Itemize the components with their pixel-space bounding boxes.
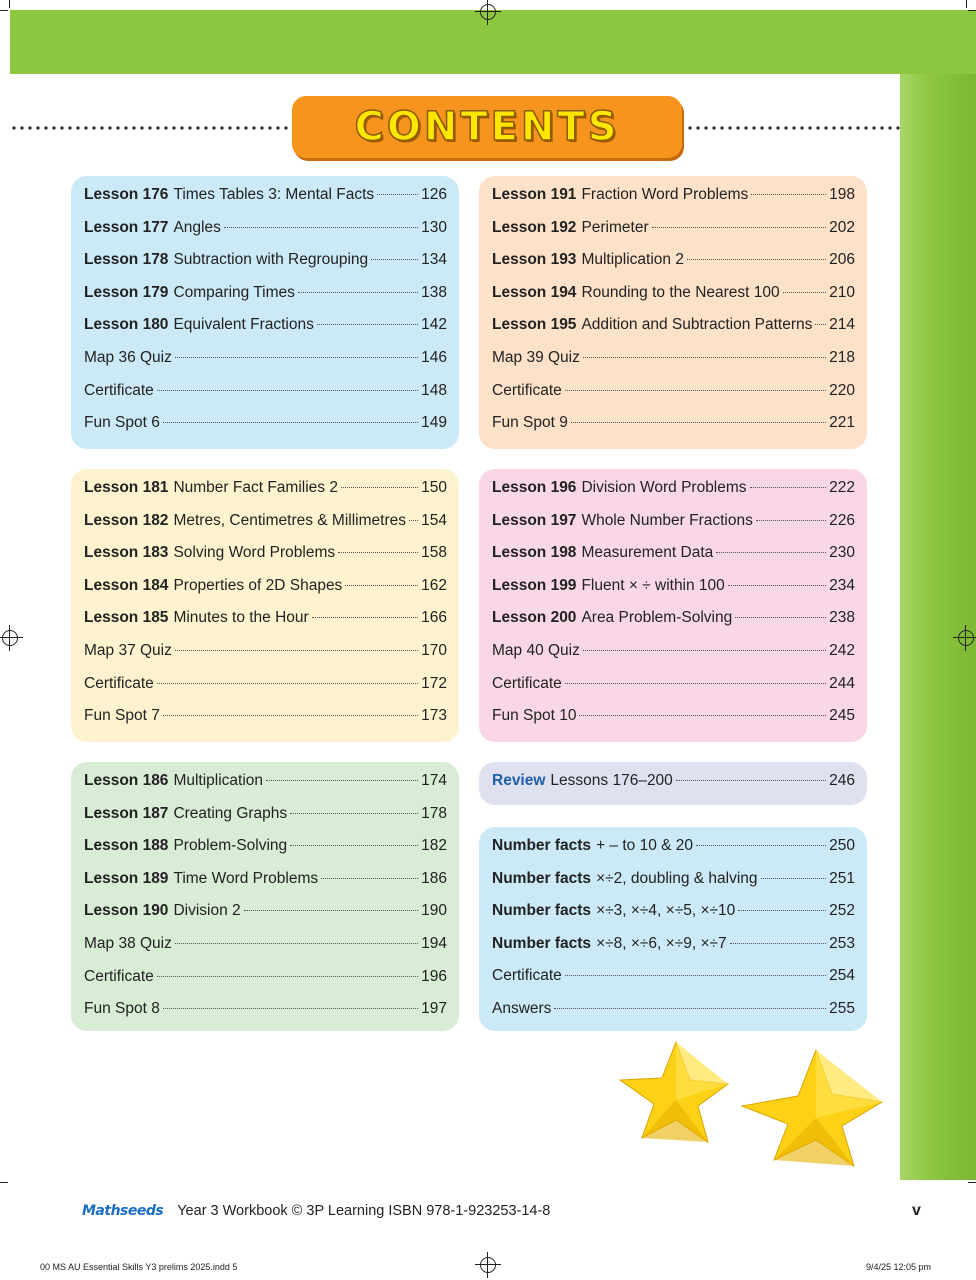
dot-leader [751, 194, 826, 195]
dot-leader [583, 650, 826, 651]
entry-label: Lesson 185 [84, 609, 169, 627]
entry-page-number: 142 [421, 316, 447, 334]
contents-entry [84, 414, 447, 447]
entry-page-number: 253 [829, 934, 855, 952]
entry-label: Lesson 179 [84, 283, 169, 301]
dotted-rule-right [686, 126, 900, 130]
entry-page-number: 196 [421, 967, 447, 985]
entry-label: Lesson 196 [492, 479, 577, 496]
entry-label: Number facts [492, 934, 592, 952]
dot-leader [652, 227, 827, 228]
entry-page-number: 218 [829, 348, 855, 366]
dot-leader [761, 878, 827, 879]
entry-title: Properties of 2D Shapes [173, 576, 343, 594]
crop-line [0, 1182, 8, 1183]
dot-leader [687, 259, 826, 260]
entry-page-number: 178 [421, 804, 447, 822]
entry-label: Number facts [492, 902, 592, 920]
entry-title: Fun Spot 10 [492, 707, 577, 725]
dot-leader [730, 943, 827, 944]
entry-page-number: 174 [421, 772, 447, 789]
contents-entry [84, 577, 447, 610]
entry-title: Map 40 Quiz [492, 641, 580, 659]
crop-line [966, 0, 967, 8]
contents-entry [84, 1000, 447, 1033]
dot-leader [783, 292, 826, 293]
entry-label: Lesson 200 [492, 609, 577, 627]
entry-label: Lesson 188 [84, 837, 169, 855]
footer-text: Year 3 Workbook © 3P Learning ISBN 978-1-923253-14-8 [177, 1203, 551, 1219]
entry-page-number: 150 [421, 479, 447, 496]
dot-leader [163, 715, 418, 716]
entry-page-number: 170 [421, 641, 447, 659]
entry-label: Lesson 199 [492, 576, 577, 594]
contents-entry [84, 772, 447, 805]
entry-page-number: 126 [421, 186, 447, 203]
page-number: v [912, 1202, 921, 1219]
entry-title: Time Word Problems [173, 869, 319, 887]
contents-entry [492, 772, 855, 805]
contents-entry [84, 968, 447, 1001]
entry-page-number: 148 [421, 381, 447, 399]
entry-title: Whole Number Fractions [581, 511, 753, 529]
contents-entry [84, 935, 447, 968]
dot-leader [377, 194, 418, 195]
entry-title: Fluent × ÷ within 100 [581, 576, 725, 594]
contents-entry [492, 902, 855, 935]
entry-title: Division Word Problems [581, 479, 747, 496]
contents-entry [492, 219, 855, 252]
entry-page-number: 234 [829, 576, 855, 594]
entry-label: Lesson 191 [492, 186, 577, 203]
entry-title: Certificate [84, 381, 154, 399]
entry-page-number: 244 [829, 674, 855, 692]
entry-page-number: 190 [421, 902, 447, 920]
entry-title: Lessons 176–200 [550, 772, 673, 789]
entry-label: Lesson 182 [84, 511, 169, 529]
entry-title: + – to 10 & 20 [596, 837, 694, 854]
entry-page-number: 220 [829, 381, 855, 399]
entry-page-number: 166 [421, 609, 447, 627]
dot-leader [341, 487, 418, 488]
contents-entry [84, 544, 447, 577]
contents-entry [84, 837, 447, 870]
entry-title: Metres, Centimetres & Millimetres [173, 511, 406, 529]
contents-box-lessons-196-200 [479, 469, 867, 742]
dot-leader [756, 520, 826, 521]
entry-page-number: 238 [829, 609, 855, 627]
entry-page-number: 214 [829, 316, 855, 334]
contents-entry [84, 219, 447, 252]
entry-label: Lesson 177 [84, 218, 169, 236]
contents-entry [84, 316, 447, 349]
footer [82, 1198, 550, 1224]
contents-entry [84, 675, 447, 708]
dot-leader [157, 976, 418, 977]
entry-title: Fun Spot 7 [84, 707, 160, 725]
entry-title: Map 38 Quiz [84, 934, 172, 952]
entry-label: Lesson 181 [84, 479, 169, 496]
entry-title: Division 2 [173, 902, 241, 920]
entry-title: Perimeter [581, 218, 649, 236]
dot-leader [728, 585, 826, 586]
entry-title: Problem-Solving [173, 837, 288, 855]
entry-label: Lesson 198 [492, 544, 577, 562]
entry-page-number: 245 [829, 707, 855, 725]
contents-entry [492, 251, 855, 284]
contents-entry [492, 544, 855, 577]
contents-entry [84, 349, 447, 382]
contents-entry [84, 902, 447, 935]
contents-entry [492, 707, 855, 740]
print-slug-date: 9/4/25 12:05 pm [866, 1262, 932, 1272]
dot-leader [163, 1008, 418, 1009]
contents-entry [492, 479, 855, 512]
entry-page-number: 130 [421, 218, 447, 236]
header-green-band [10, 10, 976, 74]
entry-page-number: 146 [421, 348, 447, 366]
dot-leader [565, 975, 826, 976]
contents-entry [84, 870, 447, 903]
entry-page-number: 210 [829, 283, 855, 301]
contents-entry [492, 1000, 855, 1033]
contents-entry [492, 675, 855, 708]
crop-line [968, 10, 976, 11]
entry-title: ×÷3, ×÷4, ×÷5, ×÷10 [596, 902, 736, 920]
entry-title: Measurement Data [581, 544, 714, 562]
entry-page-number: 221 [829, 414, 855, 432]
entry-page-number: 242 [829, 641, 855, 659]
entry-title: Fun Spot 6 [84, 414, 160, 432]
entry-title: Certificate [492, 381, 562, 399]
entry-label: Lesson 176 [84, 186, 169, 203]
entry-title: Certificate [84, 967, 154, 985]
entry-page-number: 158 [421, 544, 447, 562]
contents-entry [492, 967, 855, 1000]
entry-page-number: 186 [421, 869, 447, 887]
dot-leader [571, 422, 826, 423]
contents-entry [84, 382, 447, 415]
contents-box-lessons-176-180 [71, 176, 459, 449]
page-title: CONTENTS [354, 104, 620, 150]
dot-leader [579, 715, 826, 716]
contents-entry [492, 414, 855, 447]
entry-page-number: 202 [829, 218, 855, 236]
dotted-rule-left [10, 126, 292, 130]
entry-page-number: 194 [421, 934, 447, 952]
contents-entry [492, 349, 855, 382]
contents-entry [492, 284, 855, 317]
entry-title: Multiplication [173, 772, 264, 789]
entry-page-number: 134 [421, 251, 447, 269]
registration-mark-top [480, 4, 496, 20]
contents-entry [84, 284, 447, 317]
dot-leader [175, 357, 418, 358]
entry-label: Lesson 180 [84, 316, 169, 334]
contents-entry [84, 186, 447, 219]
entry-title: Subtraction with Regrouping [173, 251, 369, 269]
entry-title: ×÷8, ×÷6, ×÷9, ×÷7 [596, 934, 727, 952]
dot-leader [554, 1008, 826, 1009]
print-slug-file: 00 MS AU Essential Skills Y3 prelims 2025.indd 5 [40, 1262, 238, 1272]
entry-page-number: 173 [421, 707, 447, 725]
entry-title: Comparing Times [173, 283, 295, 301]
star-icon [618, 1040, 730, 1144]
dot-leader [224, 227, 418, 228]
crop-line [968, 1182, 976, 1183]
entry-page-number: 149 [421, 414, 447, 432]
crop-line [0, 10, 8, 11]
contents-box-review [479, 762, 867, 805]
entry-page-number: 255 [829, 999, 855, 1017]
entry-page-number: 138 [421, 283, 447, 301]
dot-leader [735, 617, 826, 618]
contents-entry [84, 479, 447, 512]
dot-leader [738, 910, 826, 911]
star-icon [740, 1048, 884, 1168]
entry-page-number: 254 [829, 967, 855, 985]
entry-label: Lesson 193 [492, 251, 577, 269]
entry-title: Minutes to the Hour [173, 609, 309, 627]
contents-entry [492, 316, 855, 349]
entry-title: Certificate [492, 967, 562, 985]
contents-entry [492, 382, 855, 415]
entry-title: Number Fact Families 2 [173, 479, 338, 496]
entry-page-number: 198 [829, 186, 855, 203]
contents-box-lessons-191-195 [479, 176, 867, 449]
entry-label: Lesson 197 [492, 511, 577, 529]
dot-leader [409, 520, 418, 521]
entry-title: Area Problem-Solving [581, 609, 733, 627]
entry-label: Lesson 195 [492, 316, 577, 334]
contents-box-lessons-186-190 [71, 762, 459, 1031]
mathseeds-logo: Mathseeds [82, 1203, 164, 1219]
dot-leader [312, 617, 418, 618]
entry-title: Certificate [492, 674, 562, 692]
entry-label: Lesson 184 [84, 576, 169, 594]
dot-leader [290, 845, 418, 846]
dot-leader [565, 390, 826, 391]
dot-leader [345, 585, 418, 586]
entry-title: Angles [173, 218, 221, 236]
contents-entry [492, 609, 855, 642]
entry-page-number: 250 [829, 837, 855, 854]
contents-entry [492, 935, 855, 968]
entry-label: Review [492, 772, 546, 789]
entry-page-number: 251 [829, 869, 855, 887]
dot-leader [290, 813, 418, 814]
dot-leader [175, 650, 418, 651]
contents-title-banner [292, 96, 682, 158]
dot-leader [371, 259, 418, 260]
entry-page-number: 226 [829, 511, 855, 529]
entry-title: Times Tables 3: Mental Facts [173, 186, 375, 203]
contents-entry [84, 609, 447, 642]
entry-title: Fun Spot 9 [492, 414, 568, 432]
entry-title: ×÷2, doubling & halving [596, 869, 758, 887]
dot-leader [175, 943, 418, 944]
entry-title: Equivalent Fractions [173, 316, 314, 334]
dot-leader [163, 422, 418, 423]
entry-page-number: 206 [829, 251, 855, 269]
dot-leader [750, 487, 827, 488]
dot-leader [676, 780, 826, 781]
entry-title: Multiplication 2 [581, 251, 684, 269]
entry-title: Addition and Subtraction Patterns [581, 316, 813, 334]
entry-label: Lesson 186 [84, 772, 169, 789]
entry-title: Fun Spot 8 [84, 1000, 160, 1018]
entry-label: Lesson 192 [492, 218, 577, 236]
entry-page-number: 172 [421, 674, 447, 692]
contents-entry [84, 512, 447, 545]
dot-leader [244, 910, 418, 911]
dot-leader [583, 357, 826, 358]
entry-title: Fraction Word Problems [581, 186, 749, 203]
entry-page-number: 222 [829, 479, 855, 496]
entry-label: Lesson 178 [84, 251, 169, 269]
entry-label: Lesson 183 [84, 544, 169, 562]
entry-label: Lesson 190 [84, 902, 169, 920]
dot-leader [298, 292, 418, 293]
entry-title: Map 39 Quiz [492, 348, 580, 366]
contents-box-number-facts [479, 827, 867, 1031]
entry-page-number: 197 [421, 1000, 447, 1018]
dot-leader [565, 683, 826, 684]
contents-entry [492, 870, 855, 903]
dot-leader [266, 780, 418, 781]
registration-mark-left [2, 630, 18, 646]
entry-title: Creating Graphs [173, 804, 288, 822]
contents-entry [492, 512, 855, 545]
crop-line [9, 0, 10, 8]
dot-leader [157, 683, 418, 684]
contents-entry [84, 642, 447, 675]
contents-entry [84, 707, 447, 740]
entry-title: Certificate [84, 674, 154, 692]
contents-entry [492, 642, 855, 675]
dot-leader [338, 552, 418, 553]
registration-mark-right [958, 630, 974, 646]
entry-page-number: 230 [829, 544, 855, 562]
dot-leader [157, 390, 418, 391]
entry-page-number: 252 [829, 902, 855, 920]
dot-leader [321, 878, 418, 879]
contents-entry [84, 805, 447, 838]
entry-label: Lesson 187 [84, 804, 169, 822]
dot-leader [716, 552, 826, 553]
entry-label: Lesson 189 [84, 869, 169, 887]
registration-mark-bottom [480, 1257, 496, 1273]
dot-leader [317, 324, 418, 325]
entry-label: Lesson 194 [492, 283, 577, 301]
dot-leader [696, 845, 826, 846]
dot-leader [815, 324, 826, 325]
entry-title: Map 37 Quiz [84, 641, 172, 659]
entry-title: Rounding to the Nearest 100 [581, 283, 780, 301]
entry-title: Answers [492, 999, 552, 1017]
entry-page-number: 182 [421, 837, 447, 855]
entry-page-number: 246 [829, 772, 855, 789]
entry-label: Number facts [492, 837, 592, 854]
entry-page-number: 154 [421, 511, 447, 529]
entry-title: Solving Word Problems [173, 544, 336, 562]
entry-page-number: 162 [421, 576, 447, 594]
entry-label: Number facts [492, 869, 592, 887]
contents-entry [492, 186, 855, 219]
contents-entry [492, 577, 855, 610]
contents-entry [492, 837, 855, 870]
contents-box-lessons-181-185 [71, 469, 459, 742]
contents-entry [84, 251, 447, 284]
entry-title: Map 36 Quiz [84, 348, 172, 366]
